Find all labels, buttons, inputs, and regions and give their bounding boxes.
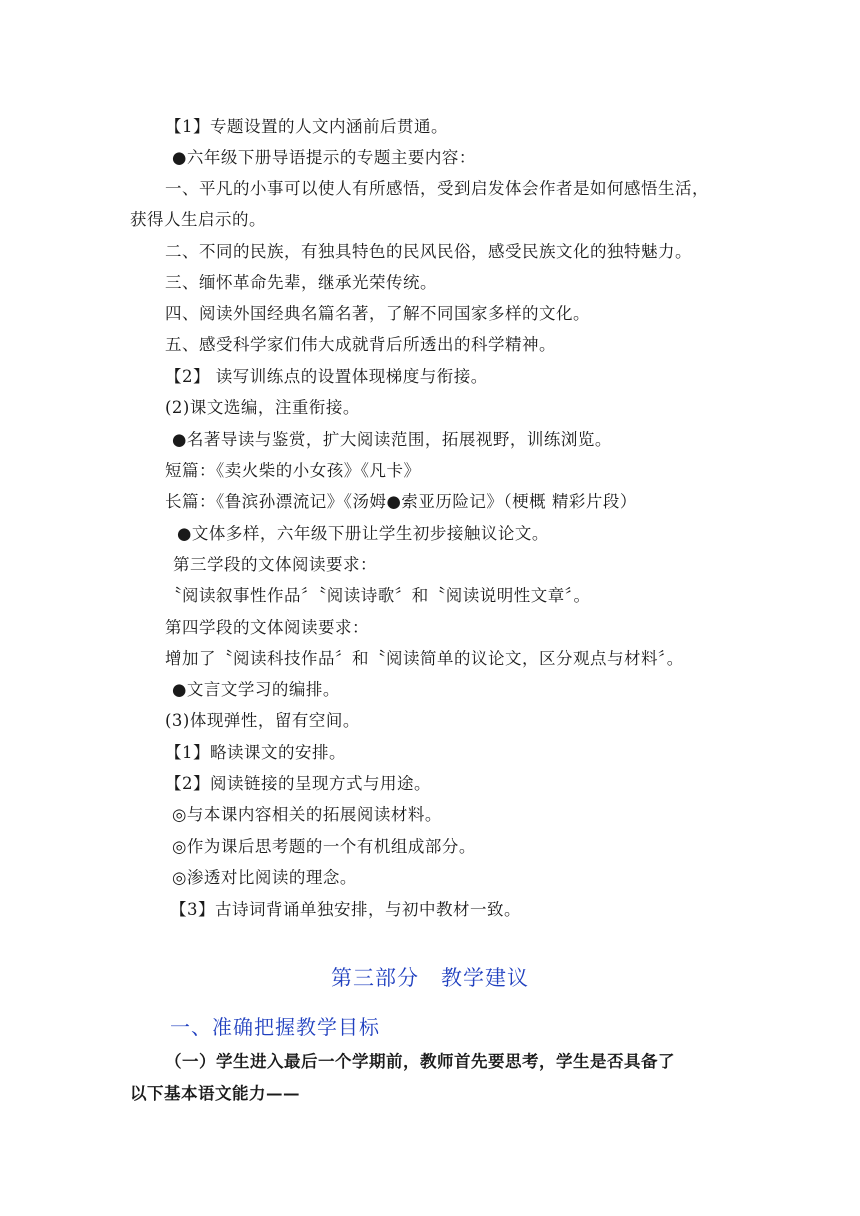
text-line-4: 获得人生启示的。 [130,210,266,229]
subsection-title: 一、准确把握教学目标 [170,1015,380,1039]
text-line-9: 【2】 读写训练点的设置体现梯度与衔接。 [165,367,488,386]
text-line-23: ◎与本课内容相关的拓展阅读材料。 [172,805,442,824]
text-line-13: 长篇：《鲁滨孙漂流记》《汤姆●索亚历险记》（梗概 精彩片段） [165,492,637,511]
text-line-10: (2)课文选编，注重衔接。 [165,398,360,417]
text-line-8: 五、感受科学家们伟大成就背后所透出的科学精神。 [165,335,556,354]
text-line-15: 第三学段的文体阅读要求： [173,555,377,574]
bold-paragraph-line-2: 以下基本语文能力—— [130,1084,300,1103]
text-line-12: 短篇：《卖火柴的小女孩》《凡卡》 [165,461,421,480]
text-line-14: ●文体多样，六年级下册让学生初步接触议论文。 [177,524,549,543]
text-line-19: ●文言文学习的编排。 [172,680,340,699]
text-line-6: 三、缅怀革命先辈，继承光荣传统。 [165,273,437,292]
text-line-20: (3)体现弹性，留有空间。 [165,711,360,730]
text-line-22: 【2】阅读链接的呈现方式与用途。 [165,774,431,793]
text-line-7: 四、阅读外国经典名篇名著，了解不同国家多样的文化。 [165,304,590,323]
text-line-3: 一、平凡的小事可以使人有所感悟，受到启发体会作者是如何感悟生活， [165,179,709,198]
section-title: 第三部分 教学建议 [331,966,529,990]
text-line-24: ◎作为课后思考题的一个有机组成部分。 [172,837,476,856]
text-line-18: 增加了〝阅读科技作品〞和〝阅读简单的议论文，区分观点与材料〞。 [165,649,684,668]
text-line-16: 〝阅读叙事性作品〞〝阅读诗歌〞和〝阅读说明性文章〞。 [165,586,591,605]
text-line-11: ●名著导读与鉴赏，扩大阅读范围，拓展视野，训练浏览。 [172,430,612,449]
text-line-1: 【1】专题设置的人文内涵前后贯通。 [165,117,448,136]
text-line-21: 【1】略读课文的安排。 [165,743,346,762]
bold-paragraph-line-1: （一）学生进入最后一个学期前，教师首先要思考，学生是否具备了 [165,1052,675,1071]
text-line-26: 【3】古诗词背诵单独安排，与初中教材一致。 [170,900,521,919]
text-line-25: ◎渗透对比阅读的理念。 [172,868,357,887]
text-line-2: ●六年级下册导语提示的专题主要内容： [172,148,476,167]
text-line-17: 第四学段的文体阅读要求： [165,618,369,637]
text-line-5: 二、不同的民族，有独具特色的民风民俗，感受民族文化的独特魅力。 [165,242,692,261]
